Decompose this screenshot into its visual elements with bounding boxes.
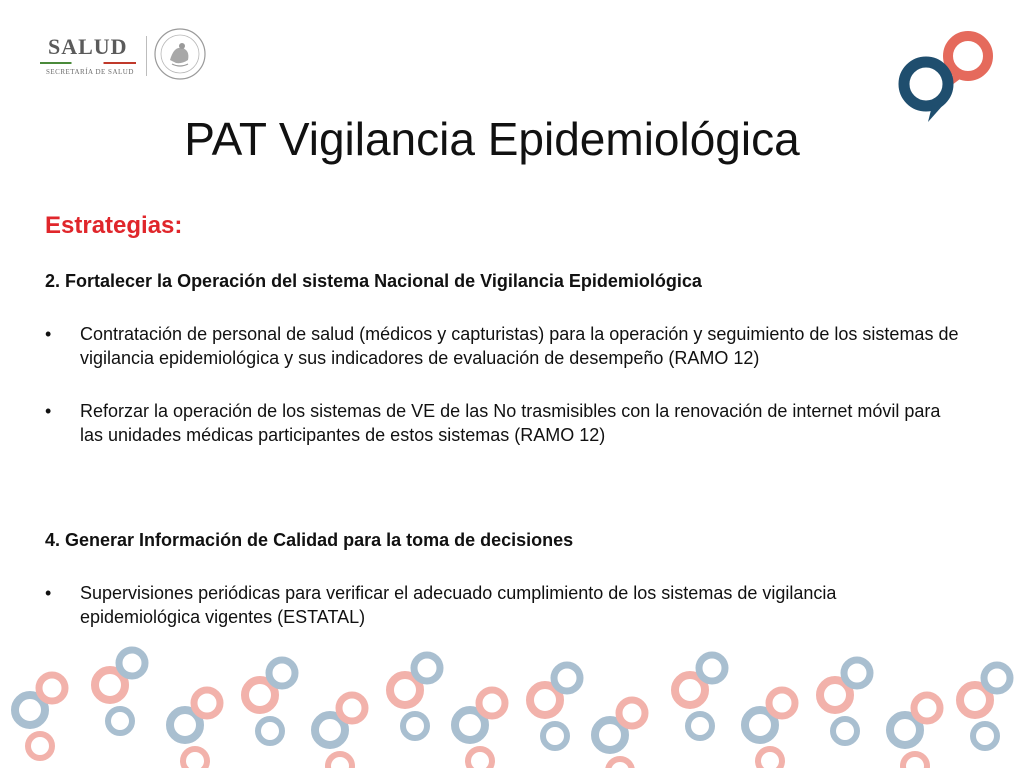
salud-logo-subtitle: SECRETARÍA DE SALUD [46, 68, 134, 76]
bubble-pair-icon [530, 665, 580, 748]
slide-title: PAT Vigilancia Epidemiológica [184, 113, 800, 165]
mexico-seal-icon [152, 26, 208, 82]
salud-logo [38, 34, 138, 78]
bubble-pair-icon [890, 695, 940, 768]
logo-divider [146, 36, 147, 76]
bubble-pair-icon [245, 660, 295, 743]
section-heading: Estrategias: [45, 212, 183, 239]
bubble-pair-icon [960, 665, 1010, 748]
bullet-text: Reforzar la operación de los sistemas de VE de las No trasmisibles con la renovación de internet móvil para las unidades médicas participantes de estos sistemas (RAMO 12) [80, 401, 941, 445]
bubble-pair-icon [595, 700, 645, 768]
bubble-pair-icon [820, 660, 870, 743]
bullet-text: Supervisiones periódicas para verificar el adecuado cumplimiento de los sistemas de vigilancia epidemiológica vigentes (ESTATAL) [80, 583, 837, 627]
bullet-glyph: • [45, 401, 52, 421]
bullet-text: Contratación de personal de salud (médicos y capturistas) para la operación y seguimiento de los sistemas de vigilancia epidemiológica y sus indicadores de evaluación de desempeño (RAMO 12) [80, 324, 959, 368]
bubble-pair-icon [15, 675, 65, 758]
bubble-pair-icon [745, 690, 795, 768]
bubble-pair-icon [170, 690, 220, 768]
salud-logo-bar [40, 62, 136, 64]
strategy-title: 4. Generar Información de Calidad para la toma de decisiones [45, 530, 574, 550]
bullet-glyph: • [45, 324, 52, 344]
strategy-title: 2. Fortalecer la Operación del sistema Nacional de Vigilancia Epidemiológica [45, 271, 702, 291]
salud-logo-word: SALUD [48, 34, 128, 59]
bubble-pair-icon [315, 695, 365, 768]
bubble-pair-icon [390, 655, 440, 738]
bullet-glyph: • [45, 583, 52, 603]
decorative-bubble-pattern [0, 630, 1024, 768]
speech-bubbles-logo-icon [892, 26, 1002, 124]
bubble-pair-icon [95, 650, 145, 733]
bubble-pair-icon [455, 690, 505, 768]
bubble-pair-icon [675, 655, 725, 738]
